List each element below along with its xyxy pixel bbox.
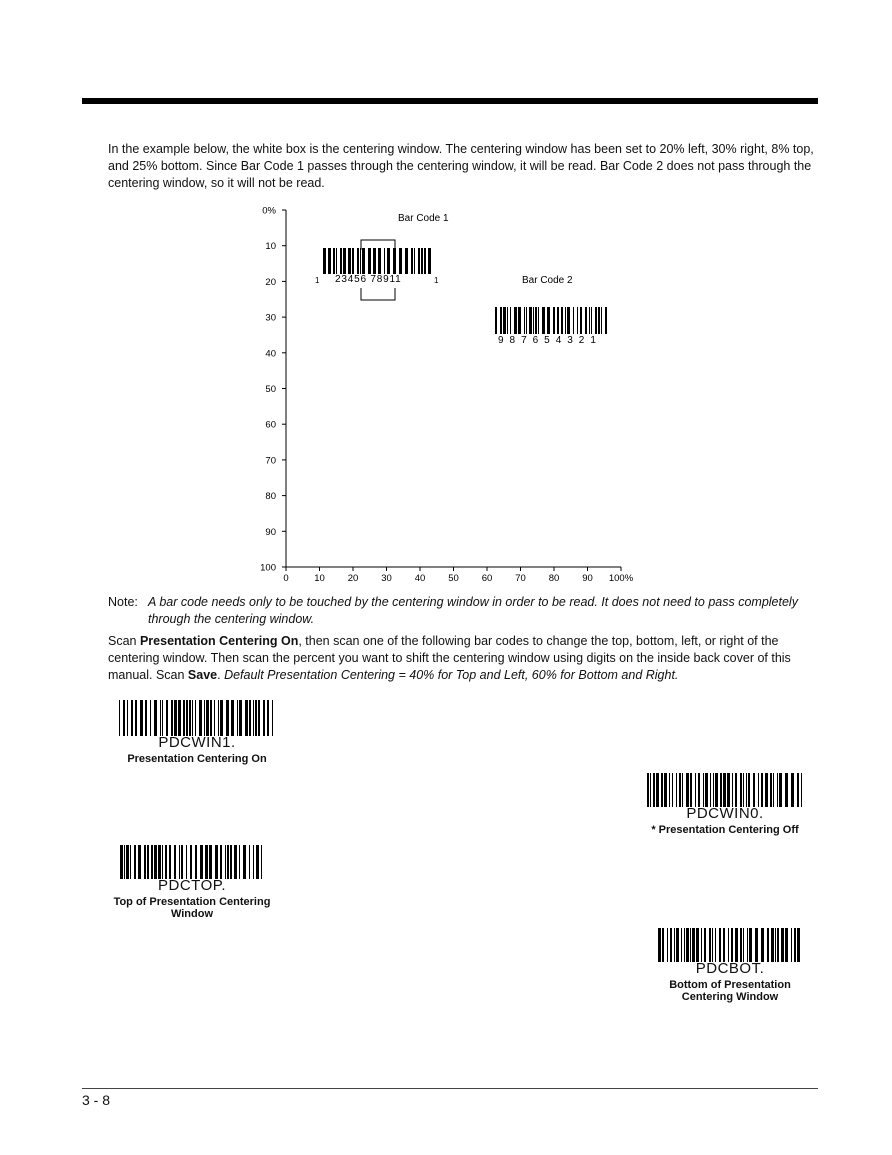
bar	[553, 307, 555, 334]
barcode-code-text: PDCTOP.	[158, 877, 226, 894]
bar	[698, 773, 700, 807]
bar	[357, 248, 359, 274]
barcode2-bars	[495, 307, 607, 334]
barcode-code-text: PDCWIN0.	[686, 805, 764, 822]
y-tick-label: 80	[265, 491, 276, 503]
bar	[174, 700, 177, 736]
barcode1-left-digit: 1	[315, 276, 320, 285]
bar	[514, 307, 517, 334]
bar	[728, 928, 729, 962]
centering-window-figure	[255, 200, 655, 592]
bar	[705, 773, 708, 807]
y-tick-label: 60	[265, 419, 276, 431]
note-text: A bar code needs only to be touched by the centering window in order to be read. It does not need to pass completely through the centering window.	[148, 595, 798, 626]
bar	[740, 773, 742, 807]
y-tick-label: 10	[265, 241, 276, 253]
bar	[746, 773, 747, 807]
bar	[715, 773, 718, 807]
barcode-caption: Presentation Centering On	[127, 753, 267, 765]
x-tick-label: 100%	[608, 573, 634, 584]
bar	[672, 773, 673, 807]
bar	[690, 928, 691, 962]
bar	[681, 928, 682, 962]
bar	[179, 845, 180, 879]
bar	[239, 700, 242, 736]
bar	[538, 307, 539, 334]
bar	[174, 845, 176, 879]
barcode-presentation-centering-off[interactable]	[636, 773, 814, 836]
bar	[230, 845, 232, 879]
scan-instructions	[108, 633, 818, 684]
bar	[797, 773, 799, 807]
bar	[333, 248, 335, 274]
bar	[130, 845, 131, 879]
bar	[735, 928, 738, 962]
bar	[200, 845, 203, 879]
bar	[239, 845, 240, 879]
bar	[378, 248, 381, 274]
bar	[138, 845, 141, 879]
bar	[243, 845, 246, 879]
bar	[771, 928, 774, 962]
barcode-code-text: PDCWIN1.	[158, 734, 236, 751]
bar	[709, 928, 711, 962]
bar	[533, 307, 534, 334]
bar	[713, 773, 714, 807]
bar	[676, 773, 677, 807]
bar	[255, 700, 257, 736]
x-axis-ticks	[283, 567, 633, 584]
bar	[162, 700, 163, 736]
bar	[785, 928, 788, 962]
bar	[393, 248, 396, 274]
bar	[210, 700, 212, 736]
footer-rule	[82, 1088, 818, 1089]
bar	[190, 845, 192, 879]
bar	[561, 307, 563, 334]
bar	[743, 773, 744, 807]
bar	[712, 928, 713, 962]
bar	[328, 248, 331, 274]
barcode-presentation-centering-on[interactable]	[108, 700, 286, 765]
bar	[218, 700, 219, 736]
scan-bold-save: Save	[187, 668, 218, 682]
bar	[661, 773, 663, 807]
bar	[336, 248, 337, 274]
bar	[145, 700, 147, 736]
barcode-top-of-centering-window[interactable]	[106, 845, 278, 920]
bar	[340, 248, 342, 274]
barcode2-label: Bar Code 2	[522, 275, 573, 286]
bar	[160, 700, 161, 736]
bar	[749, 928, 752, 962]
barcode-bars	[117, 700, 277, 736]
bar	[126, 845, 129, 879]
bar	[775, 928, 776, 962]
bar	[323, 248, 326, 274]
bar	[399, 248, 402, 274]
bar	[529, 307, 532, 334]
y-tick-label: 90	[265, 526, 276, 538]
bar	[119, 700, 120, 736]
bar	[524, 307, 525, 334]
bar	[669, 773, 670, 807]
bar	[158, 845, 161, 879]
header-rule	[82, 98, 818, 104]
bar	[719, 928, 721, 962]
bar	[767, 928, 769, 962]
x-tick-label: 30	[381, 573, 392, 584]
scan-text-2: , then scan one of the following bar codes to change the top, bottom, left, or right of the centering window. Then scan the percent you want to shift the centering window using digits on the inside back cover of this manual. Scan	[108, 634, 791, 682]
y-tick-label: 30	[265, 312, 276, 324]
bar	[227, 845, 229, 879]
bar	[495, 307, 497, 334]
x-tick-label: 10	[314, 573, 325, 584]
bar	[801, 773, 802, 807]
bar	[779, 773, 782, 807]
y-tick-label: 70	[265, 455, 276, 467]
bar	[272, 700, 273, 736]
bar	[162, 845, 163, 879]
bar	[557, 307, 559, 334]
bar	[373, 248, 376, 274]
bar	[127, 700, 128, 736]
bar	[740, 928, 742, 962]
bar	[215, 845, 218, 879]
bar	[348, 248, 351, 274]
barcode1-label: Bar Code 1	[398, 213, 449, 224]
y-tick-label: 20	[265, 276, 276, 288]
bar	[226, 700, 229, 736]
bar	[249, 700, 251, 736]
bar	[573, 307, 574, 334]
bar	[686, 928, 689, 962]
barcode1-digits: 23456 78911	[335, 274, 402, 285]
scan-text-1: Scan	[108, 634, 140, 648]
bar	[577, 307, 578, 334]
bar	[411, 248, 413, 274]
bar	[263, 700, 265, 736]
bar	[123, 700, 125, 736]
bar	[791, 928, 792, 962]
bar	[755, 928, 758, 962]
bar	[154, 700, 157, 736]
bar	[791, 773, 794, 807]
bar	[205, 845, 208, 879]
x-tick-label: 50	[448, 573, 459, 584]
bar	[601, 307, 602, 334]
bar	[777, 928, 779, 962]
bar	[567, 307, 570, 334]
bar	[195, 845, 197, 879]
bar	[144, 845, 146, 879]
bar	[189, 700, 191, 736]
bar	[748, 773, 750, 807]
bar	[656, 773, 659, 807]
bar	[794, 928, 796, 962]
x-tick-label: 90	[582, 573, 593, 584]
y-axis-ticks	[260, 206, 286, 574]
bar	[171, 700, 173, 736]
bar	[518, 307, 521, 334]
note-label: Note:	[108, 595, 138, 609]
bar	[261, 845, 262, 879]
bar	[225, 845, 226, 879]
bar	[595, 307, 597, 334]
bar	[723, 928, 725, 962]
y-tick-label: 50	[265, 384, 276, 395]
barcode2-digits: 9 8 7 6 5 4 3 2 1	[498, 335, 598, 346]
bar	[131, 700, 133, 736]
bar	[192, 700, 193, 736]
bar	[696, 928, 699, 962]
bar	[650, 773, 651, 807]
bar	[542, 307, 545, 334]
bar	[747, 928, 748, 962]
bar	[135, 700, 137, 736]
bar	[186, 845, 187, 879]
bar	[352, 248, 354, 274]
barcode-bars	[645, 773, 805, 807]
bar	[684, 928, 685, 962]
bar	[424, 248, 426, 274]
bar	[206, 700, 209, 736]
barcode1-bars	[323, 248, 431, 274]
bar	[647, 773, 649, 807]
bar	[761, 928, 764, 962]
bar	[676, 928, 679, 962]
bar	[154, 845, 157, 879]
bar	[662, 928, 664, 962]
bar	[785, 773, 788, 807]
bar	[384, 248, 385, 274]
centering-figure-svg	[255, 200, 655, 592]
bar	[727, 773, 730, 807]
bar	[580, 307, 582, 334]
bar	[731, 928, 733, 962]
bar	[723, 773, 726, 807]
bar	[147, 845, 149, 879]
bar	[732, 773, 733, 807]
bar	[743, 928, 744, 962]
bar	[664, 773, 667, 807]
bar	[667, 928, 668, 962]
bar	[674, 928, 675, 962]
y-tick-label: 100	[260, 562, 276, 574]
barcode-bottom-of-centering-window[interactable]	[652, 928, 808, 1003]
barcode-caption: Bottom of Presentation Centering Window	[669, 979, 791, 1003]
bar	[387, 248, 390, 274]
bar	[204, 700, 205, 736]
bar	[781, 928, 784, 962]
bar	[249, 845, 250, 879]
scan-bold-presentation-on: Presentation Centering On	[139, 634, 299, 648]
bar	[186, 700, 188, 736]
bar	[682, 773, 683, 807]
bar	[178, 700, 181, 736]
bar	[231, 700, 234, 736]
bar	[670, 928, 672, 962]
bar	[547, 307, 550, 334]
bar	[414, 248, 415, 274]
bar	[360, 248, 361, 274]
bar	[653, 773, 655, 807]
bar	[258, 700, 260, 736]
page-number: 3 - 8	[82, 1092, 111, 1108]
bar	[134, 845, 136, 879]
bar	[704, 928, 706, 962]
bar	[150, 700, 151, 736]
bar	[428, 248, 431, 274]
barcode-code-text: PDCBOT.	[695, 960, 765, 977]
bar	[690, 773, 692, 807]
bar	[362, 248, 365, 274]
bar	[503, 307, 506, 334]
bar	[695, 773, 696, 807]
bar	[770, 773, 772, 807]
bar	[405, 248, 408, 274]
bar	[124, 845, 125, 879]
bar	[735, 773, 737, 807]
bar	[220, 700, 223, 736]
bar	[761, 773, 763, 807]
bar	[199, 700, 202, 736]
bar	[253, 845, 254, 879]
bar	[166, 700, 168, 736]
barcode-caption: * Presentation Centering Off	[651, 824, 799, 836]
bar	[701, 928, 702, 962]
bar	[165, 845, 167, 879]
bar	[591, 307, 592, 334]
bar	[605, 307, 607, 334]
bar	[658, 928, 661, 962]
bar	[753, 773, 755, 807]
bar	[421, 248, 423, 274]
bar	[220, 845, 222, 879]
bar	[120, 845, 123, 879]
bar	[535, 307, 537, 334]
x-tick-label: 0	[283, 573, 289, 584]
bar	[710, 773, 711, 807]
scan-text-3: .	[217, 668, 225, 682]
bar	[507, 307, 508, 334]
bar	[237, 700, 238, 736]
y-tick-label: 0%	[262, 205, 276, 217]
barcode-caption: Top of Presentation Centering Window	[113, 896, 271, 920]
bar	[773, 773, 774, 807]
bar	[510, 307, 511, 334]
bar	[703, 773, 704, 807]
bar	[418, 248, 420, 274]
bar	[253, 700, 254, 736]
intro-paragraph: In the example below, the white box is the centering window. The centering window has been set to 20% left, 30% right, 8% top, and 25% bottom. Since Bar Code 1 passes through the centering window, it will be read. Bar Code 2 does not pass through the centering window, so it will not be read.	[108, 142, 814, 190]
bar	[692, 928, 695, 962]
y-tick-label: 40	[265, 348, 276, 360]
bar	[181, 845, 183, 879]
bar	[183, 700, 185, 736]
bar	[214, 700, 215, 736]
bar	[140, 700, 143, 736]
bar	[679, 773, 681, 807]
bar	[720, 773, 722, 807]
bar	[765, 773, 768, 807]
barcode-bars	[118, 845, 266, 879]
bar	[151, 845, 153, 879]
x-tick-label: 60	[481, 573, 493, 584]
bar	[686, 773, 689, 807]
bar	[169, 845, 171, 879]
bar	[368, 248, 371, 274]
bar	[797, 928, 800, 962]
bar	[758, 773, 759, 807]
bar	[715, 928, 716, 962]
bar	[585, 307, 587, 334]
bar	[209, 845, 212, 879]
bar	[256, 845, 259, 879]
bar	[565, 307, 566, 334]
bar	[598, 307, 600, 334]
scan-default-note: Default Presentation Centering = 40% for Top and Left, 60% for Bottom and Right.	[224, 668, 679, 682]
x-tick-label: 80	[548, 573, 560, 584]
bar	[245, 700, 248, 736]
bar	[526, 307, 527, 334]
bar	[343, 248, 346, 274]
bar	[589, 307, 590, 334]
bar	[195, 700, 196, 736]
bar	[500, 307, 502, 334]
x-tick-label: 20	[347, 573, 359, 584]
barcode-bars	[656, 928, 804, 962]
bar	[777, 773, 778, 807]
barcode1-right-digit: 1	[434, 276, 439, 285]
x-tick-label: 40	[414, 573, 426, 584]
bar	[234, 845, 237, 879]
x-tick-label: 70	[515, 573, 526, 584]
bar	[267, 700, 269, 736]
